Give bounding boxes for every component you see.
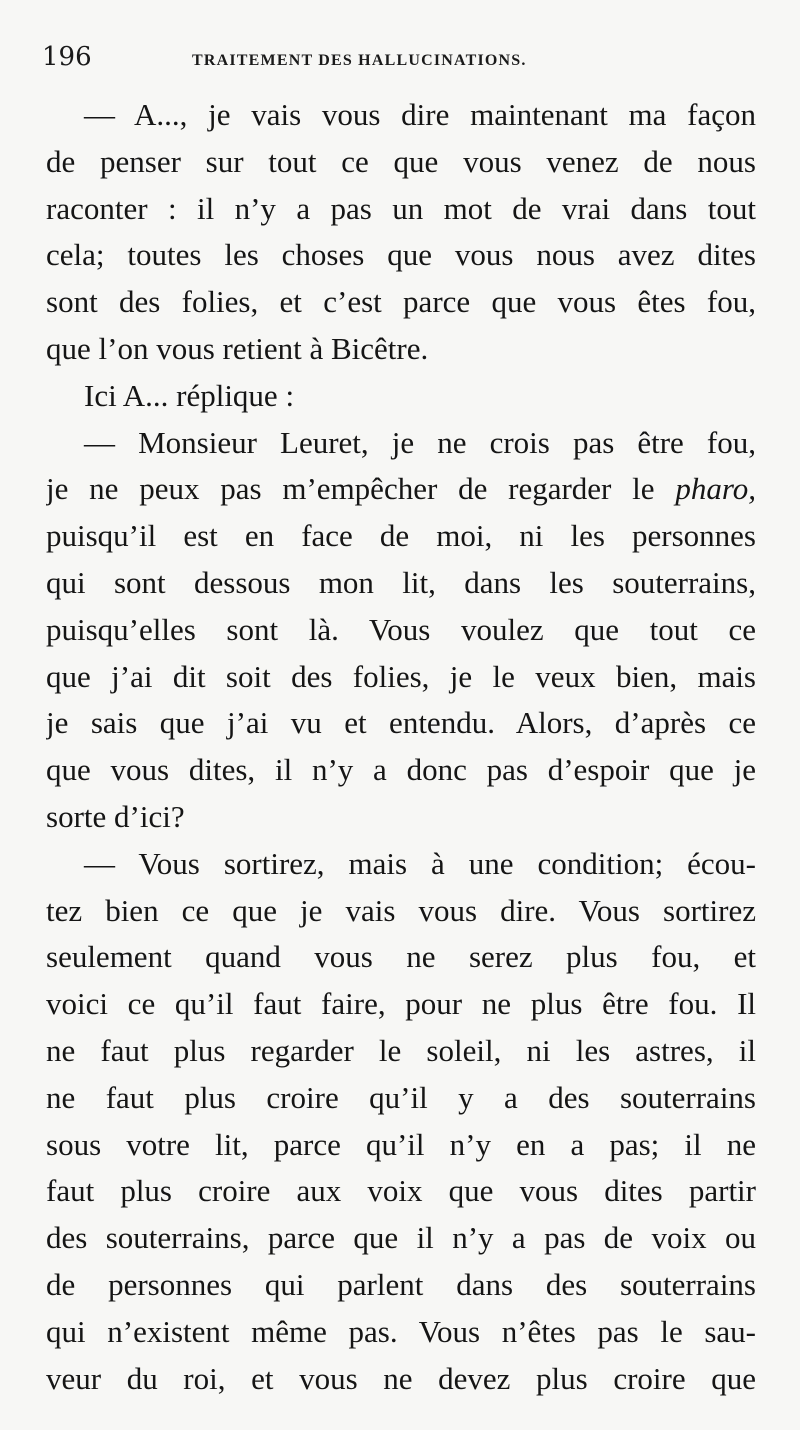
text-line: ne faut plus regarder le soleil, ni les astres, il [46,1032,756,1068]
text-line: seulement quand vous ne serez plus fou, et [46,939,756,975]
text-line: voici ce qu’il faut faire, pour ne plus être fou. Il [46,986,756,1022]
text-line: — Monsieur Leuret, je ne crois pas être fou, [84,424,756,460]
running-head: TRAITEMENT DES HALLUCINATIONS. [192,52,527,69]
text-line: raconter : il n’y a pas un mot de vrai dans tout [46,190,756,226]
italic-word: pharo, [675,471,756,507]
page-header [42,40,762,80]
text-line: sorte d’ici? [46,798,185,834]
text-line: que vous dites, il n’y a donc pas d’espoir que je [46,752,756,788]
text-line: qui sont dessous mon lit, dans les souterrains, [46,564,756,600]
text-line: de penser sur tout ce que vous venez de nous [46,143,756,179]
text-line: qui n’existent même pas. Vous n’êtes pas le sau- [46,1313,756,1349]
text-line: — A..., je vais vous dire maintenant ma façon [84,97,756,132]
text-line: que j’ai dit soit des folies, je le veux bien, mais [46,658,756,694]
body-text [46,92,756,1402]
text-line: cela; toutes les choses que vous nous avez dites [46,237,756,273]
text-line: — Vous sortirez, mais à une condition; écou- [84,845,756,881]
text-line: sont des folies, et c’est parce que vous êtes fou, [46,284,756,320]
text-line: je sais que j’ai vu et entendu. Alors, d’après ce [46,705,756,741]
text-line: faut plus croire aux voix que vous dites partir [46,1173,756,1209]
page-number: 196 [42,42,92,72]
text-segment: je ne peux pas m’empêcher de regarder le [46,471,676,507]
text-line: que l’on vous retient à Bicêtre. [46,330,429,366]
text-line: ne faut plus croire qu’il y a des souterrains [46,1079,756,1115]
text-line: sous votre lit, parce qu’il n’y en a pas; il ne [46,1126,756,1162]
text-line: puisqu’elles sont là. Vous voulez que tout ce [46,611,756,647]
text-line: veur du roi, et vous ne devez plus croire que [46,1360,756,1396]
text-line: Ici A... réplique : [84,377,295,413]
text-line [46,466,756,513]
text-line: des souterrains, parce que il n’y a pas de voix ou [46,1220,756,1256]
text-line: puisqu’il est en face de moi, ni les personnes [46,518,756,554]
text-line: de personnes qui parlent dans des souterrains [46,1266,756,1302]
text-line: tez bien ce que je vais vous dire. Vous sortirez [46,892,756,928]
